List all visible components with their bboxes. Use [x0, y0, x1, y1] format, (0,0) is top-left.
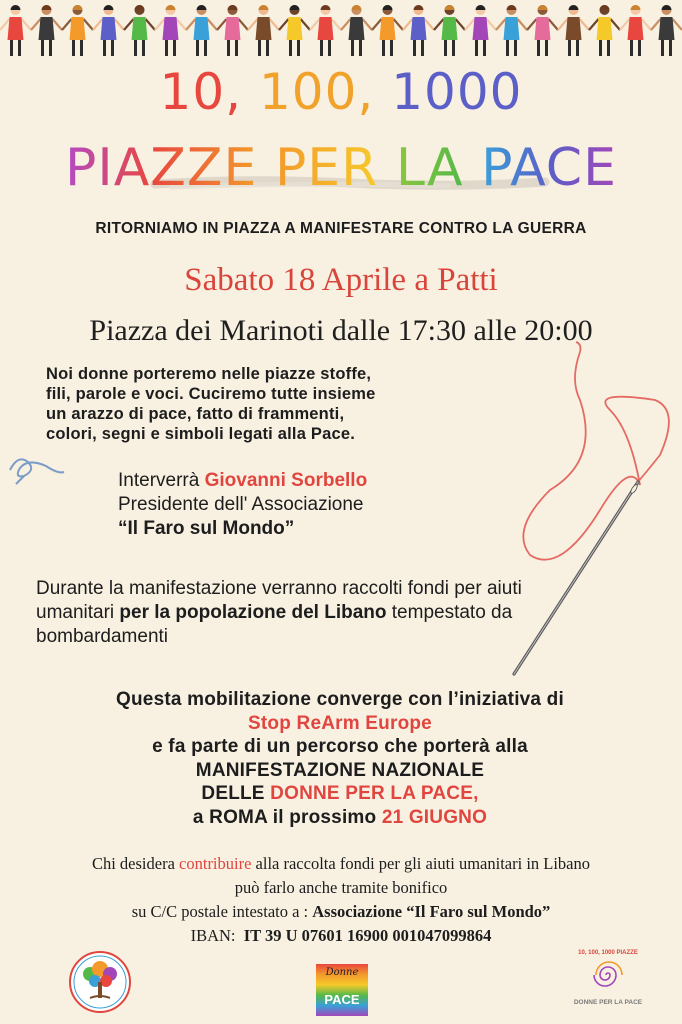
- donation-association: Associazione “Il Faro sul Mondo”: [312, 902, 551, 921]
- donation-highlight: contribuire: [179, 854, 252, 873]
- fundraising-highlight: per la popolazione del Libano: [119, 602, 387, 623]
- intro-paragraph: [46, 364, 486, 444]
- donation-line: può farlo anche tramite bonifico: [234, 878, 448, 897]
- iban-line: [20, 924, 662, 948]
- person-figure: [186, 5, 217, 56]
- donation-line: [20, 900, 662, 924]
- mobilization-line: Questa mobilitazione converge con l’iniziativa di: [116, 689, 564, 710]
- person-figure: [279, 5, 310, 56]
- person-figure: [403, 5, 434, 56]
- logo-text-bottom: PACE: [324, 992, 360, 1007]
- donne-per-la-pace-logo: [316, 964, 368, 1016]
- speaker-role: Presidente dell' Associazione: [118, 494, 364, 515]
- speaker-name: Giovanni Sorbello: [204, 470, 368, 491]
- mobilization-line: e fa parte di un percorso che porterà alla: [152, 736, 528, 757]
- person-figure: [527, 5, 558, 56]
- piazze-logo-top: 10, 100, 1000 PIAZZE: [578, 950, 638, 956]
- headline-number-10: 10,: [159, 63, 243, 121]
- speaker-line: [118, 469, 498, 493]
- headline-word-pace: PACE: [481, 138, 617, 198]
- headline-number-1000: 1000: [391, 63, 523, 121]
- tree-logo: [68, 950, 132, 1014]
- fundraising-text-end: tempestato da bombardamenti: [36, 602, 513, 647]
- person-figure: [496, 5, 527, 56]
- thread-icon: [6, 448, 66, 488]
- headline-word-piazze: PIAZZE: [65, 138, 258, 198]
- speaker-prefix: Interverrà: [118, 470, 205, 491]
- iban-value: IT 39 U 07601 16900 001047099864: [243, 926, 492, 945]
- speaker-block: [118, 469, 498, 541]
- mobilization-line: [40, 806, 640, 830]
- intro-line: fili, parole e voci. Cuciremo tutte insieme: [46, 385, 376, 403]
- person-figure: [62, 5, 93, 56]
- mobilization-line: MANIFESTAZIONE NAZIONALE: [195, 759, 485, 781]
- headline-title: [0, 138, 682, 198]
- spiral-icon: [568, 956, 648, 994]
- person-figure: [434, 5, 465, 56]
- headline-numbers: [0, 62, 682, 122]
- donation-line: [20, 852, 662, 876]
- people-holding-hands-illustration: [0, 0, 682, 60]
- mobilization-line: [40, 782, 640, 806]
- person-figure: [465, 5, 496, 56]
- person-figure: [310, 5, 341, 56]
- intro-line: un arazzo di pace, fatto di frammenti,: [46, 405, 345, 423]
- donation-prefix: su C/C postale intestato a :: [131, 902, 313, 921]
- person-figure: [651, 5, 682, 56]
- headline-word-la: LA: [395, 138, 464, 198]
- headline-word-per: PER: [274, 138, 379, 198]
- person-figure: [341, 5, 372, 56]
- piazze-logo-bottom: DONNE PER LA PACE: [573, 999, 643, 1006]
- person-figure: [31, 5, 62, 56]
- headline-number-100: 100,: [258, 63, 375, 121]
- donation-suffix: alla raccolta fondi per gli aiuti umanitari in Libano: [251, 854, 591, 873]
- iban-label: IBAN:: [190, 926, 236, 945]
- person-figure: [124, 5, 155, 56]
- event-date: Sabato 18 Aprile a Patti: [184, 262, 498, 298]
- event-place-time: Piazza dei Marinoti dalle 17:30 alle 20:00: [89, 314, 593, 347]
- person-figure: [372, 5, 403, 56]
- initiative-name: Stop ReArm Europe: [248, 712, 432, 734]
- fundraising-paragraph: [36, 577, 546, 649]
- mobilization-highlight: DONNE PER LA PACE,: [270, 783, 479, 804]
- piazze-logo: [568, 950, 648, 1014]
- person-figure: [0, 5, 31, 56]
- intro-line: colori, segni e simboli legati alla Pace.: [46, 425, 355, 443]
- person-figure: [93, 5, 124, 56]
- person-figure: [248, 5, 279, 56]
- logo-text-top: Donne: [325, 967, 359, 978]
- subtitle: RITORNIAMO IN PIAZZA A MANIFESTARE CONTRO LA GUERRA: [95, 220, 587, 237]
- mobilization-date: 21 GIUGNO: [381, 806, 488, 828]
- mobilization-block: [40, 688, 640, 829]
- mobilization-prefix: DELLE: [201, 783, 271, 804]
- person-figure: [589, 5, 620, 56]
- person-figure: [620, 5, 651, 56]
- mobilization-prefix: a ROMA il prossimo: [192, 806, 382, 828]
- person-figure: [155, 5, 186, 56]
- donation-prefix: Chi desidera: [91, 854, 180, 873]
- person-figure: [558, 5, 589, 56]
- fundraising-text: Durante la manifestazione verranno raccolti fondi per aiuti umanitari: [36, 578, 522, 623]
- intro-line: Noi donne porteremo nelle piazze stoffe,: [46, 365, 372, 383]
- speaker-association: “Il Faro sul Mondo”: [118, 518, 295, 539]
- donation-block: [20, 852, 662, 948]
- person-figure: [217, 5, 248, 56]
